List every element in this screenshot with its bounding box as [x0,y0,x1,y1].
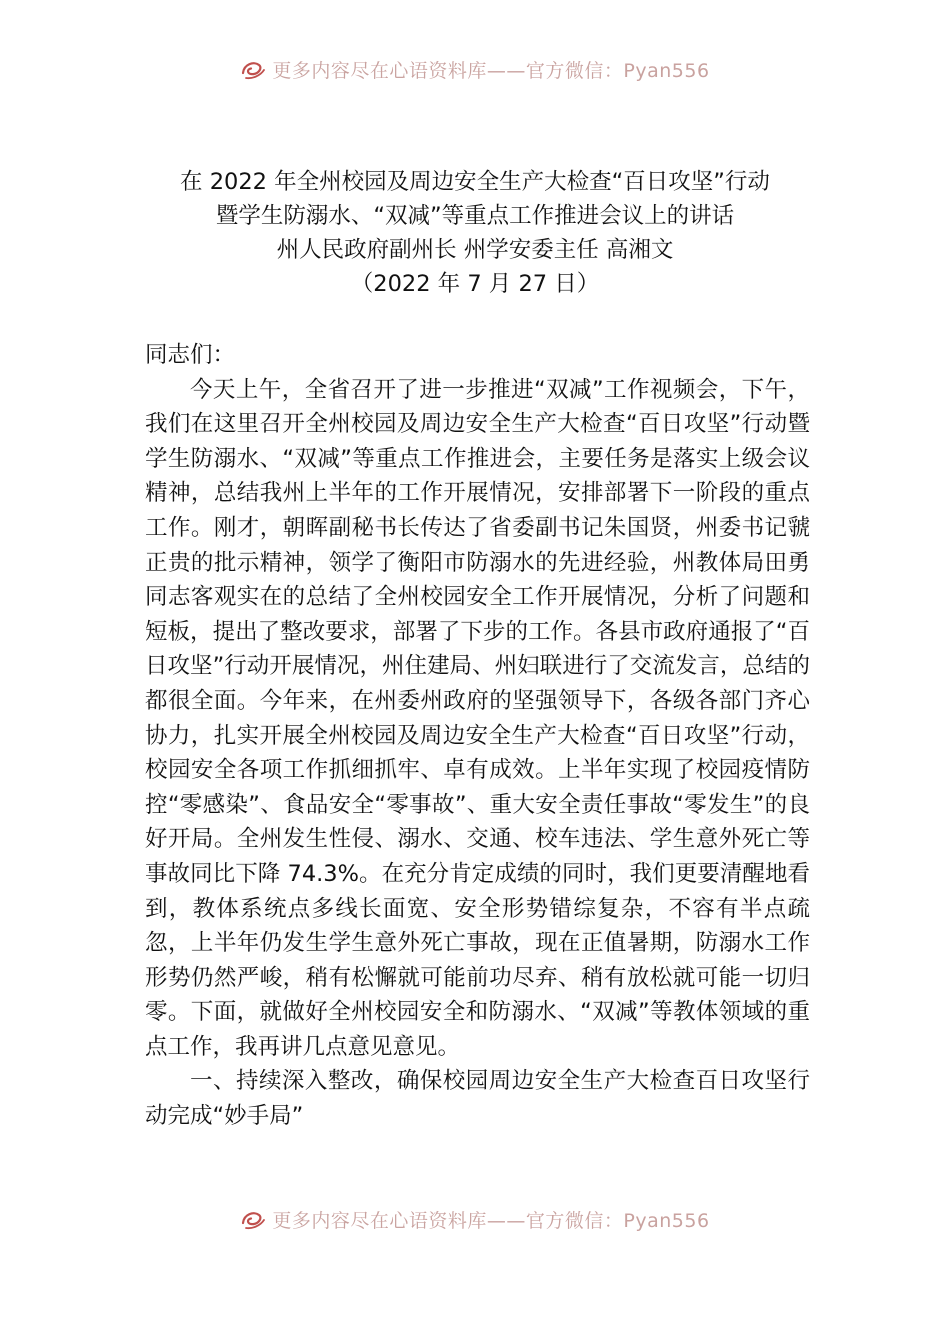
speaker-line: 州人民政府副州长 州学安委主任 高湘文 [276,237,674,263]
swirl-logo-icon [240,58,266,85]
date-line: （2022 年 7 月 27 日） [350,271,600,297]
watermark-bottom [0,1206,950,1235]
section-heading: 一、持续深入整改，确保校园周边安全生产大检查百日攻坚行动完成“妙手局” [145,1068,810,1130]
swirl-logo-icon [240,1208,266,1235]
title-line-2: 暨学生防溺水、“双减”等重点工作推进会议上的讲话 [215,203,735,229]
watermark-text: 更多内容尽在心语资料库——官方微信：Pyan556 [272,1210,710,1232]
title-line-1: 在 2022 年全州校园及周边安全生产大检查“百日攻坚”行动 [180,169,770,195]
paragraph: 今天上午，全省召开了进一步推进“双减”工作视频会，下午，我们在这里召开全州校园及周边安全生产大检查“百日攻坚”行动暨学生防溺水、“双减”等重点工作推进会，主要任务是落实上级会议精神，总结我州上半年的工作开展情况，安排部署下一阶段的重点工作。刚才，朝晖副秘书长传达了省委副书记朱国贤，州委书记虢正贵的批示精神，领学了衡阳市防溺水的先进经验，州教体局田勇同志客观实在的总结了全州校园安全工作开展情况，分析了问题和短板，提出了整改要求，部署了下步的工作。各县市政府通报了“百日攻坚”行动开展情况，州住建局、州妇联进行了交流发言，总结的都很全面。今年来，在州委州政府的坚强领导下，各级各部门齐心协力，扎实开展全州校园及周边安全生产大检查“百日攻坚”行动，校园安全各项工作抓细抓牢、卓有成效。上半年实现了校园疫情防控“零感染”、食品安全“零事故”、重大安全责任事故“零发生”的良好开局。全州发生性侵、溺水、交通、校车违法、学生意外死亡等事故同比下降 74.3%。在充分肯定成绩的同时，我们更要清醒地看到，教体系统点多线长面宽、安全形势错综复杂，不容有半点疏忽，上半年仍发生学生意外死亡事故，现在正值暑期，防溺水工作形势仍然严峻，稍有松懈就可能前功尽弃、稍有放松就可能一切归零。下面，就做好全州校园安全和防溺水、“双减”等教体领域的重点工作，我再讲几点意见意见。 [145,376,810,1060]
speech-body [145,338,810,1134]
watermark-top [0,56,950,85]
title-block [0,165,950,301]
salutation: 同志们： [145,342,236,368]
watermark-text: 更多内容尽在心语资料库——官方微信：Pyan556 [272,60,710,82]
